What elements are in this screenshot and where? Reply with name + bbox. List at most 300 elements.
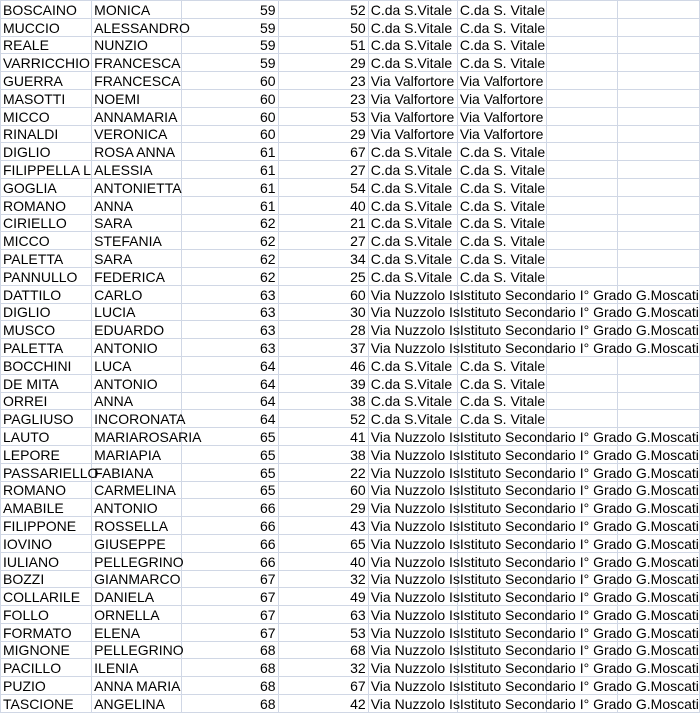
cell-empty[interactable] <box>617 232 699 250</box>
cell-location[interactable]: Via Nuzzolo Is <box>368 677 457 695</box>
cell-location[interactable]: C.da S.Vitale <box>368 18 457 36</box>
cell-number1[interactable]: 67 <box>182 570 278 588</box>
cell-empty[interactable] <box>547 214 618 232</box>
cell-name[interactable]: ANNAMARIA <box>92 107 182 125</box>
cell-destination[interactable]: C.da S. Vitale <box>457 1 546 19</box>
cell-name[interactable]: LUCIA <box>92 303 182 321</box>
cell-destination[interactable]: Istituto Secondario I° Grado G.Moscati <box>457 641 546 659</box>
cell-number2[interactable]: 53 <box>278 623 368 641</box>
cell-location[interactable]: Via Nuzzolo Is <box>368 623 457 641</box>
table-row <box>1 125 700 143</box>
cell-location[interactable]: C.da S.Vitale <box>368 232 457 250</box>
cell-number2[interactable]: 67 <box>278 143 368 161</box>
cell-destination[interactable]: Istituto Secondario I° Grado G.Moscati <box>457 695 546 713</box>
cell-empty[interactable] <box>617 178 699 196</box>
cell-number1[interactable]: 66 <box>182 534 278 552</box>
cell-name[interactable]: MONICA <box>92 1 182 19</box>
cell-number1[interactable]: 67 <box>182 606 278 624</box>
cell-surname[interactable]: PUZIO <box>1 677 92 695</box>
cell-surname[interactable]: TASCIONE <box>1 695 92 713</box>
cell-number1[interactable]: 59 <box>182 18 278 36</box>
cell-name[interactable]: NOEMI <box>92 89 182 107</box>
cell-surname[interactable]: PAGLIUSO <box>1 410 92 428</box>
cell-surname[interactable]: MUSCO <box>1 321 92 339</box>
cell-name[interactable]: ROSA ANNA <box>92 143 182 161</box>
cell-empty[interactable] <box>547 250 618 268</box>
cell-name[interactable]: SARA <box>92 250 182 268</box>
cell-location[interactable]: Via Nuzzolo Is <box>368 321 457 339</box>
cell-number2[interactable]: 65 <box>278 534 368 552</box>
cell-number1[interactable]: 65 <box>182 463 278 481</box>
cell-empty[interactable] <box>547 267 618 285</box>
cell-destination[interactable]: Istituto Secondario I° Grado G.Moscati <box>457 517 546 535</box>
cell-empty[interactable] <box>547 178 618 196</box>
cell-surname[interactable]: AMABILE <box>1 499 92 517</box>
cell-number1[interactable]: 59 <box>182 54 278 72</box>
cell-name[interactable]: CARMELINA <box>92 481 182 499</box>
cell-name[interactable]: GIUSEPPE <box>92 534 182 552</box>
table-row <box>1 250 700 268</box>
cell-location[interactable]: C.da S.Vitale <box>368 36 457 54</box>
cell-name[interactable]: ALESSANDRO <box>92 18 182 36</box>
cell-number1[interactable]: 66 <box>182 517 278 535</box>
cell-name[interactable]: STEFANIA <box>92 232 182 250</box>
cell-surname[interactable]: MASOTTI <box>1 89 92 107</box>
cell-surname[interactable]: DATTILO <box>1 285 92 303</box>
cell-surname[interactable]: PALETTA <box>1 250 92 268</box>
table-row <box>1 321 700 339</box>
cell-surname[interactable]: DIGLIO <box>1 143 92 161</box>
cell-surname[interactable]: MICCO <box>1 232 92 250</box>
cell-location[interactable]: Via Nuzzolo Is <box>368 463 457 481</box>
cell-number2[interactable]: 40 <box>278 196 368 214</box>
cell-destination[interactable]: Istituto Secondario I° Grado G.Moscati <box>457 445 546 463</box>
cell-surname[interactable]: PASSARIELLO <box>1 463 92 481</box>
cell-number2[interactable]: 60 <box>278 285 368 303</box>
cell-number1[interactable]: 64 <box>182 356 278 374</box>
cell-location[interactable]: Via Nuzzolo Is <box>368 339 457 357</box>
cell-empty[interactable] <box>617 54 699 72</box>
cell-destination[interactable]: Istituto Secondario I° Grado G.Moscati <box>457 303 546 321</box>
cell-location[interactable]: C.da S.Vitale <box>368 356 457 374</box>
cell-empty[interactable] <box>547 374 618 392</box>
cell-destination[interactable]: C.da S. Vitale <box>457 214 546 232</box>
cell-surname[interactable]: ORREI <box>1 392 92 410</box>
cell-empty[interactable] <box>617 374 699 392</box>
cell-surname[interactable]: COLLARILE <box>1 588 92 606</box>
cell-number2[interactable]: 54 <box>278 178 368 196</box>
cell-name[interactable]: INCORONATA <box>92 410 182 428</box>
cell-empty[interactable] <box>547 410 618 428</box>
cell-empty[interactable] <box>617 1 699 19</box>
cell-name[interactable]: ALESSIA <box>92 161 182 179</box>
cell-location[interactable]: Via Nuzzolo Is <box>368 499 457 517</box>
cell-number1[interactable]: 59 <box>182 36 278 54</box>
cell-number1[interactable]: 61 <box>182 161 278 179</box>
cell-number2[interactable]: 30 <box>278 303 368 321</box>
cell-name[interactable]: MARIAROSARIA <box>92 428 182 446</box>
cell-destination[interactable]: Istituto Secondario I° Grado G.Moscati <box>457 570 546 588</box>
cell-empty[interactable] <box>617 18 699 36</box>
cell-location[interactable]: Via Nuzzolo Is <box>368 481 457 499</box>
cell-destination[interactable]: Istituto Secondario I° Grado G.Moscati <box>457 659 546 677</box>
cell-empty[interactable] <box>547 196 618 214</box>
table-row <box>1 392 700 410</box>
cell-number1[interactable]: 64 <box>182 374 278 392</box>
cell-empty[interactable] <box>547 143 618 161</box>
cell-surname[interactable]: DIGLIO <box>1 303 92 321</box>
cell-name[interactable]: LUCA <box>92 356 182 374</box>
cell-destination[interactable]: Via Valfortore <box>457 89 546 107</box>
cell-surname[interactable]: PACILLO <box>1 659 92 677</box>
cell-destination[interactable]: Istituto Secondario I° Grado G.Moscati <box>457 463 546 481</box>
cell-empty[interactable] <box>547 72 618 90</box>
cell-empty[interactable] <box>617 392 699 410</box>
cell-name[interactable]: ANTONIETTA <box>92 178 182 196</box>
cell-location[interactable]: C.da S.Vitale <box>368 214 457 232</box>
cell-number2[interactable]: 28 <box>278 321 368 339</box>
cell-number1[interactable]: 63 <box>182 339 278 357</box>
cell-empty[interactable] <box>547 1 618 19</box>
cell-name[interactable]: EDUARDO <box>92 321 182 339</box>
cell-destination[interactable]: C.da S. Vitale <box>457 143 546 161</box>
cell-number2[interactable]: 21 <box>278 214 368 232</box>
cell-number1[interactable]: 60 <box>182 72 278 90</box>
cell-number1[interactable]: 62 <box>182 232 278 250</box>
cell-number1[interactable]: 68 <box>182 641 278 659</box>
cell-location[interactable]: Via Nuzzolo Is <box>368 552 457 570</box>
cell-empty[interactable] <box>617 143 699 161</box>
table-row <box>1 89 700 107</box>
cell-destination[interactable]: C.da S. Vitale <box>457 161 546 179</box>
cell-number2[interactable]: 50 <box>278 18 368 36</box>
cell-destination[interactable]: C.da S. Vitale <box>457 18 546 36</box>
cell-surname[interactable]: GOGLIA <box>1 178 92 196</box>
cell-destination[interactable]: Istituto Secondario I° Grado G.Moscati <box>457 588 546 606</box>
cell-number1[interactable]: 68 <box>182 695 278 713</box>
cell-name[interactable]: MARIAPIA <box>92 445 182 463</box>
cell-number1[interactable]: 68 <box>182 677 278 695</box>
cell-location[interactable]: Via Valfortore <box>368 125 457 143</box>
table-row <box>1 107 700 125</box>
cell-destination[interactable]: Istituto Secondario I° Grado G.Moscati <box>457 534 546 552</box>
cell-number2[interactable]: 53 <box>278 107 368 125</box>
cell-number2[interactable]: 67 <box>278 677 368 695</box>
cell-surname[interactable]: BOCCHINI <box>1 356 92 374</box>
cell-empty[interactable] <box>547 356 618 374</box>
cell-surname[interactable]: MICCO <box>1 107 92 125</box>
cell-name[interactable]: DANIELA <box>92 588 182 606</box>
cell-location[interactable]: Via Nuzzolo Is <box>368 445 457 463</box>
cell-location[interactable]: Via Nuzzolo Is <box>368 695 457 713</box>
cell-number2[interactable]: 27 <box>278 232 368 250</box>
cell-name[interactable]: ANNA <box>92 196 182 214</box>
cell-name[interactable]: ANNA <box>92 392 182 410</box>
cell-empty[interactable] <box>547 392 618 410</box>
cell-location[interactable]: C.da S.Vitale <box>368 374 457 392</box>
cell-number1[interactable]: 64 <box>182 392 278 410</box>
cell-number2[interactable]: 32 <box>278 659 368 677</box>
cell-destination[interactable]: C.da S. Vitale <box>457 196 546 214</box>
cell-empty[interactable] <box>617 250 699 268</box>
cell-empty[interactable] <box>617 107 699 125</box>
cell-surname[interactable]: DE MITA <box>1 374 92 392</box>
cell-name[interactable]: NUNZIO <box>92 36 182 54</box>
cell-number2[interactable]: 40 <box>278 552 368 570</box>
cell-surname[interactable]: FOLLO <box>1 606 92 624</box>
cell-destination[interactable]: Istituto Secondario I° Grado G.Moscati <box>457 285 546 303</box>
cell-destination[interactable]: Via Valfortore <box>457 125 546 143</box>
cell-destination[interactable]: Istituto Secondario I° Grado G.Moscati <box>457 552 546 570</box>
cell-empty[interactable] <box>617 125 699 143</box>
cell-location[interactable]: C.da S.Vitale <box>368 1 457 19</box>
cell-number1[interactable]: 63 <box>182 285 278 303</box>
cell-location[interactable]: Via Nuzzolo Is <box>368 534 457 552</box>
cell-number2[interactable]: 23 <box>278 89 368 107</box>
cell-number1[interactable]: 61 <box>182 178 278 196</box>
cell-destination[interactable]: C.da S. Vitale <box>457 267 546 285</box>
cell-destination[interactable]: C.da S. Vitale <box>457 356 546 374</box>
cell-name[interactable]: ANTONIO <box>92 499 182 517</box>
cell-number1[interactable]: 65 <box>182 428 278 446</box>
table-row <box>1 339 700 357</box>
cell-surname[interactable]: MIGNONE <box>1 641 92 659</box>
cell-name[interactable]: ANNA MARIA <box>92 677 182 695</box>
cell-surname[interactable]: GUERRA <box>1 72 92 90</box>
cell-location[interactable]: C.da S.Vitale <box>368 392 457 410</box>
cell-surname[interactable]: REALE <box>1 36 92 54</box>
table-row <box>1 232 700 250</box>
cell-number1[interactable]: 68 <box>182 659 278 677</box>
cell-number2[interactable]: 29 <box>278 499 368 517</box>
grid-body <box>1 1 700 713</box>
cell-location[interactable]: C.da S.Vitale <box>368 196 457 214</box>
cell-location[interactable]: C.da S.Vitale <box>368 267 457 285</box>
cell-surname[interactable]: PANNULLO <box>1 267 92 285</box>
cell-name[interactable]: ROSSELLA <box>92 517 182 535</box>
cell-name[interactable]: CARLO <box>92 285 182 303</box>
cell-number1[interactable]: 60 <box>182 107 278 125</box>
cell-location[interactable]: C.da S.Vitale <box>368 250 457 268</box>
cell-destination[interactable]: C.da S. Vitale <box>457 36 546 54</box>
cell-number1[interactable]: 63 <box>182 303 278 321</box>
cell-number2[interactable]: 63 <box>278 606 368 624</box>
cell-number1[interactable]: 63 <box>182 321 278 339</box>
cell-number2[interactable]: 22 <box>278 463 368 481</box>
cell-destination[interactable]: C.da S. Vitale <box>457 250 546 268</box>
cell-name[interactable]: VERONICA <box>92 125 182 143</box>
cell-empty[interactable] <box>617 72 699 90</box>
cell-empty[interactable] <box>547 232 618 250</box>
cell-location[interactable]: Via Nuzzolo Is <box>368 303 457 321</box>
cell-number1[interactable]: 61 <box>182 196 278 214</box>
cell-empty[interactable] <box>617 89 699 107</box>
cell-name[interactable]: ANGELINA <box>92 695 182 713</box>
cell-name[interactable]: ELENA <box>92 623 182 641</box>
cell-destination[interactable]: C.da S. Vitale <box>457 410 546 428</box>
cell-location[interactable]: Via Nuzzolo Is <box>368 570 457 588</box>
cell-empty[interactable] <box>547 125 618 143</box>
cell-number1[interactable]: 60 <box>182 125 278 143</box>
cell-number2[interactable]: 34 <box>278 250 368 268</box>
cell-number2[interactable]: 46 <box>278 356 368 374</box>
cell-name[interactable]: ANTONIO <box>92 339 182 357</box>
cell-empty[interactable] <box>617 196 699 214</box>
cell-number2[interactable]: 25 <box>278 267 368 285</box>
cell-destination[interactable]: Istituto Secondario I° Grado G.Moscati <box>457 499 546 517</box>
table-row <box>1 356 700 374</box>
cell-name[interactable]: SARA <box>92 214 182 232</box>
cell-location[interactable]: C.da S.Vitale <box>368 54 457 72</box>
cell-number2[interactable]: 51 <box>278 36 368 54</box>
cell-number2[interactable]: 43 <box>278 517 368 535</box>
cell-number1[interactable]: 65 <box>182 481 278 499</box>
cell-location[interactable]: Via Nuzzolo Is <box>368 588 457 606</box>
cell-surname[interactable]: CIRIELLO <box>1 214 92 232</box>
table-row <box>1 374 700 392</box>
cell-surname[interactable]: RINALDI <box>1 125 92 143</box>
cell-surname[interactable]: BOSCAINO <box>1 1 92 19</box>
table-row <box>1 72 700 90</box>
cell-location[interactable]: Via Valfortore <box>368 107 457 125</box>
cell-number2[interactable]: 39 <box>278 374 368 392</box>
cell-surname[interactable]: VARRICCHIO <box>1 54 92 72</box>
cell-empty[interactable] <box>547 89 618 107</box>
cell-surname[interactable]: FILIPPELLA L <box>1 161 92 179</box>
cell-name[interactable]: ILENIA <box>92 659 182 677</box>
cell-surname[interactable]: LEPORE <box>1 445 92 463</box>
cell-number2[interactable]: 52 <box>278 410 368 428</box>
cell-number2[interactable]: 60 <box>278 481 368 499</box>
cell-number2[interactable]: 29 <box>278 54 368 72</box>
cell-location[interactable]: C.da S.Vitale <box>368 161 457 179</box>
table-row <box>1 18 700 36</box>
cell-number1[interactable]: 61 <box>182 143 278 161</box>
table-row <box>1 196 700 214</box>
cell-destination[interactable]: C.da S. Vitale <box>457 178 546 196</box>
cell-number2[interactable]: 52 <box>278 1 368 19</box>
cell-destination[interactable]: C.da S. Vitale <box>457 232 546 250</box>
cell-destination[interactable]: Istituto Secondario I° Grado G.Moscati <box>457 481 546 499</box>
cell-name[interactable]: PELLEGRINO <box>92 641 182 659</box>
cell-empty[interactable] <box>547 161 618 179</box>
cell-surname[interactable]: IOVINO <box>1 534 92 552</box>
cell-number2[interactable]: 41 <box>278 428 368 446</box>
cell-location[interactable]: Via Nuzzolo Is <box>368 428 457 446</box>
cell-name[interactable]: FABIANA <box>92 463 182 481</box>
cell-number1[interactable]: 60 <box>182 89 278 107</box>
cell-number2[interactable]: 27 <box>278 161 368 179</box>
cell-empty[interactable] <box>547 18 618 36</box>
table-row <box>1 178 700 196</box>
cell-surname[interactable]: FORMATO <box>1 623 92 641</box>
cell-number2[interactable]: 38 <box>278 392 368 410</box>
cell-destination[interactable]: Via Valfortore <box>457 72 546 90</box>
table-row <box>1 285 700 303</box>
cell-destination[interactable]: C.da S. Vitale <box>457 392 546 410</box>
cell-number1[interactable]: 59 <box>182 1 278 19</box>
cell-location[interactable]: Via Nuzzolo Is <box>368 606 457 624</box>
cell-empty[interactable] <box>547 54 618 72</box>
cell-empty[interactable] <box>547 107 618 125</box>
cell-location[interactable]: Via Nuzzolo Is <box>368 285 457 303</box>
cell-number1[interactable]: 64 <box>182 410 278 428</box>
cell-surname[interactable]: BOZZI <box>1 570 92 588</box>
cell-number2[interactable]: 32 <box>278 570 368 588</box>
cell-number1[interactable]: 62 <box>182 214 278 232</box>
cell-name[interactable]: FRANCESCA <box>92 72 182 90</box>
cell-destination[interactable]: Istituto Secondario I° Grado G.Moscati <box>457 339 546 357</box>
cell-destination[interactable]: C.da S. Vitale <box>457 54 546 72</box>
table-row <box>1 695 700 713</box>
cell-surname[interactable]: MUCCIO <box>1 18 92 36</box>
cell-location[interactable]: C.da S.Vitale <box>368 178 457 196</box>
cell-number2[interactable]: 68 <box>278 641 368 659</box>
table-row <box>1 659 700 677</box>
cell-surname[interactable]: ROMANO <box>1 196 92 214</box>
cell-surname[interactable]: ROMANO <box>1 481 92 499</box>
cell-destination[interactable]: Istituto Secondario I° Grado G.Moscati <box>457 321 546 339</box>
table-row <box>1 463 700 481</box>
cell-empty[interactable] <box>617 410 699 428</box>
table-row <box>1 481 700 499</box>
cell-number1[interactable]: 65 <box>182 445 278 463</box>
cell-number1[interactable]: 67 <box>182 588 278 606</box>
cell-destination[interactable]: Istituto Secondario I° Grado G.Moscati <box>457 428 546 446</box>
cell-surname[interactable]: FILIPPONE <box>1 517 92 535</box>
cell-destination[interactable]: Istituto Secondario I° Grado G.Moscati <box>457 623 546 641</box>
cell-location[interactable]: Via Nuzzolo Is <box>368 641 457 659</box>
cell-number1[interactable]: 66 <box>182 552 278 570</box>
cell-number2[interactable]: 23 <box>278 72 368 90</box>
cell-number1[interactable]: 66 <box>182 499 278 517</box>
cell-surname[interactable]: PALETTA <box>1 339 92 357</box>
cell-surname[interactable]: LAUTO <box>1 428 92 446</box>
cell-empty[interactable] <box>617 36 699 54</box>
cell-destination[interactable]: Istituto Secondario I° Grado G.Moscati <box>457 677 546 695</box>
cell-empty[interactable] <box>617 161 699 179</box>
cell-destination[interactable]: Istituto Secondario I° Grado G.Moscati <box>457 606 546 624</box>
cell-number2[interactable]: 38 <box>278 445 368 463</box>
cell-number2[interactable]: 29 <box>278 125 368 143</box>
cell-number2[interactable]: 42 <box>278 695 368 713</box>
cell-name[interactable]: ANTONIO <box>92 374 182 392</box>
cell-location[interactable]: Via Valfortore <box>368 72 457 90</box>
cell-empty[interactable] <box>617 214 699 232</box>
cell-location[interactable]: Via Valfortore <box>368 89 457 107</box>
cell-empty[interactable] <box>547 36 618 54</box>
cell-location[interactable]: Via Nuzzolo Is <box>368 659 457 677</box>
cell-number1[interactable]: 62 <box>182 250 278 268</box>
cell-destination[interactable]: Via Valfortore <box>457 107 546 125</box>
cell-destination[interactable]: C.da S. Vitale <box>457 374 546 392</box>
cell-location[interactable]: Via Nuzzolo Is <box>368 517 457 535</box>
cell-number2[interactable]: 37 <box>278 339 368 357</box>
cell-name[interactable]: FEDERICA <box>92 267 182 285</box>
cell-name[interactable]: GIANMARCO <box>92 570 182 588</box>
cell-number1[interactable]: 67 <box>182 623 278 641</box>
cell-surname[interactable]: IULIANO <box>1 552 92 570</box>
cell-location[interactable]: C.da S.Vitale <box>368 410 457 428</box>
cell-name[interactable]: FRANCESCA <box>92 54 182 72</box>
cell-name[interactable]: ORNELLA <box>92 606 182 624</box>
cell-location[interactable]: C.da S.Vitale <box>368 143 457 161</box>
cell-number2[interactable]: 49 <box>278 588 368 606</box>
cell-empty[interactable] <box>617 356 699 374</box>
cell-empty[interactable] <box>617 267 699 285</box>
cell-name[interactable]: PELLEGRINO <box>92 552 182 570</box>
cell-number1[interactable]: 62 <box>182 267 278 285</box>
